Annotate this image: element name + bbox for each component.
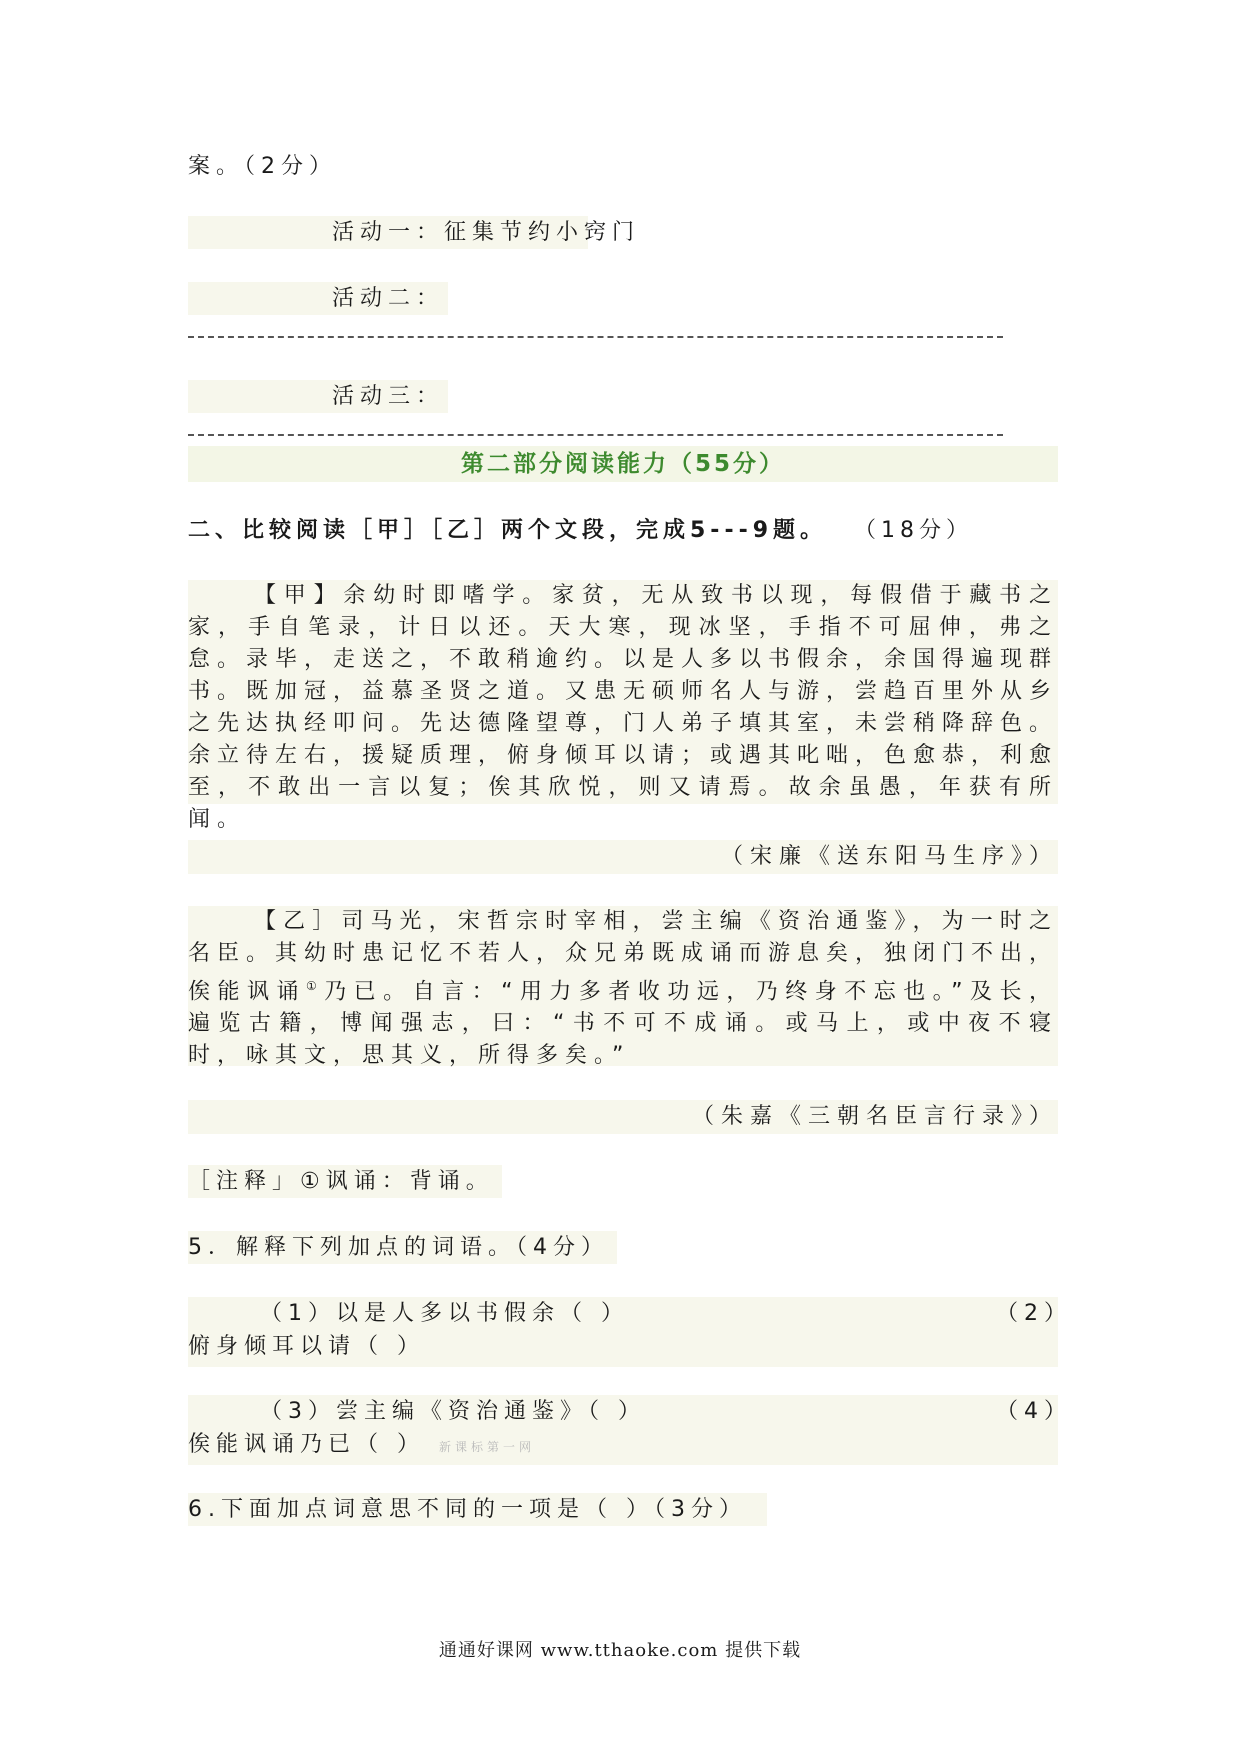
watermark-text: 新课标第一网 [439,1440,536,1454]
activity-2: 活动二： [188,282,448,315]
passage-yi-part2: 乃已。自言：“用力多者收功远，乃终身不忘也。”及长，遍览古籍，博闻强志，曰：“书不可不成诵。或马上，或中夜不寝时，咏其文，思其义，所得多矣。” [188,979,1059,1069]
question-5-item-4-text: 俟能讽诵乃已（ ） [188,1432,425,1457]
passage-yi [188,906,1059,1069]
passage-yi-source: （朱嘉《三朝名臣言行录》） [188,1100,1058,1134]
annotation-note: ［注释」①讽诵：背诵。 [188,1165,502,1198]
question-2-text: 二、比较阅读［甲］［乙］两个文段，完成5---9题。 [188,518,828,543]
activity-1: 活动一：征集节约小窍门 [188,216,588,249]
question-5-item-2: 俯身倾耳以请（ ） [188,1334,425,1359]
answer-line-2 [188,336,1003,338]
question-5-item-3: （3）尝主编《资治通鉴》（ ） [260,1399,646,1424]
passage-jia-text: 【甲】余幼时即嗜学。家贫，无从致书以现，每假借于藏书之家，手自笔录，计日以还。天大寒，现冰坚，手指不可屈伸，弗之怠。录毕，走送之，不敢稍逾约。以是人多以书假余，余国得遍现群书。既加冠，益慕圣贤之道。又患无硕师名人与游，尝趋百里外从乡之先达执经叩问。先达德隆望尊，门人弟子填其室，未尝稍降辞色。余立待左右，援疑质理，俯身倾耳以请；或遇其叱咄，色愈恭，利愈至，不敢出一言以复；俟其欣悦，则又请焉。故余虽愚，年获有所闻。 [188,583,1059,832]
activity-3: 活动三： [188,380,448,413]
footnote-mark: ① [305,979,325,993]
section-title: 第二部分阅读能力（55分） [188,446,1058,482]
passage-yi-part1: 【乙］司马光，宋哲宗时宰相，尝主编《资治通鉴》，为一时之名臣。其幼时患记忆不若人，众兄弟既成诵而游息矣，独闭门不出，俟能讽诵 [188,909,1059,1005]
question-2-heading [188,514,973,547]
question-6-stem: 6.下面加点词意思不同的一项是（ ）（3分） [188,1493,767,1526]
question-5-item-4-number: （4） [996,1399,1072,1424]
top-line: 案。（2分） [188,154,337,179]
question-5-item-2-number: （2） [996,1301,1072,1326]
question-5-item-1: （1）以是人多以书假余（ ） [260,1301,629,1326]
page-footer: 通通好课网 www.tthaoke.com 提供下载 [438,1640,802,1661]
answer-line-3 [188,434,1003,436]
question-2-score: （18分） [865,518,974,543]
question-5-item-4 [188,1428,535,1464]
question-5-stem: 5．解释下列加点的词语。（4分） [188,1231,617,1264]
passage-jia [188,580,1059,832]
passage-jia-source: （宋廉《送东阳马生序》） [188,840,1058,874]
